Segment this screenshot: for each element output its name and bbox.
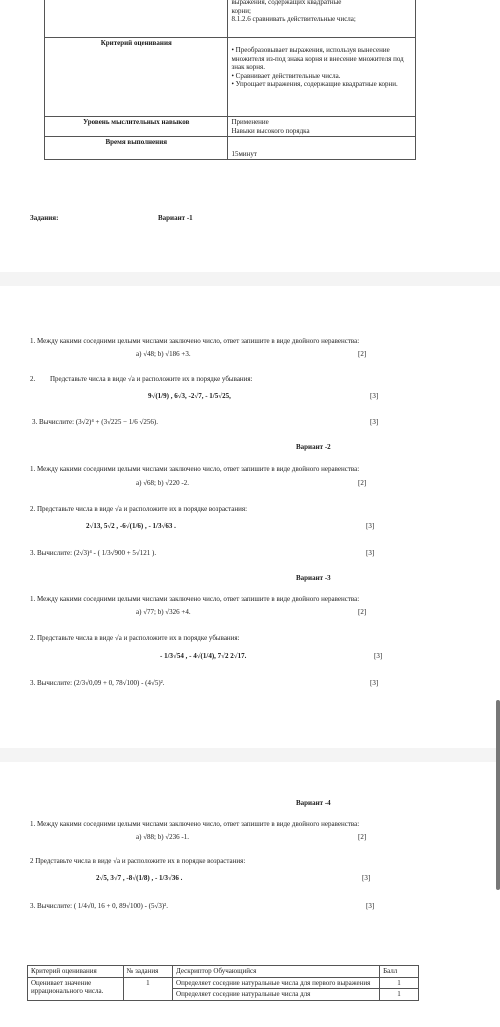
- time-label: Время выполнения: [45, 137, 228, 160]
- v1-q2-score: [3]: [370, 392, 379, 400]
- header-score: Балл: [380, 966, 419, 978]
- v3-q2-score: [3]: [374, 652, 383, 660]
- v2-q3-score: [3]: [366, 549, 375, 557]
- header-criterion: Критерий оценивания: [28, 966, 124, 978]
- v2-q1: 1. Между какими соседними целыми числами заключено число, ответ запишите в виде двойного неравенства:: [30, 465, 360, 473]
- descriptor-cell: Определяет соседние натуральные числа для: [173, 989, 380, 1001]
- v3-q3-score: [3]: [370, 679, 379, 687]
- criteria-label: Критерий оценивания: [45, 38, 228, 117]
- v2-q3: 3. Вычислите: (2√3)⁴ - ( 1/3√900 + 5√121 ).: [30, 549, 157, 557]
- header-task: № задания: [123, 966, 172, 978]
- row1-line: 8.1.2.6 сравнивать действительные числа;: [231, 15, 356, 24]
- v4-q2: 2 Представьте числа в виде √a и расположите их в порядке возрастания:: [30, 857, 246, 865]
- v1-q3-score: [3]: [370, 418, 379, 426]
- v3-q1-score: [2]: [358, 608, 367, 616]
- row1-line: выражения, содержащих квадратные: [231, 0, 342, 6]
- v1-q2-num: 2.: [30, 375, 36, 383]
- v4-q1-score: [2]: [358, 833, 367, 841]
- header-descriptor: Дескриптор Обучающийся: [173, 966, 380, 978]
- criteria-item: • Упрощает выражения, содержащие квадратные корни.: [231, 80, 398, 89]
- v1-q2: Представьте числа в виде √a и расположите их в порядке убывания:: [50, 375, 253, 383]
- variant-3-title: Вариант -3: [296, 574, 331, 582]
- level-value: Навыки высокого порядка: [231, 126, 310, 135]
- page-gap: [0, 272, 500, 286]
- tasks-heading: Задания:: [30, 214, 59, 222]
- page-2: [0, 286, 500, 748]
- page-1: [0, 0, 500, 272]
- level-value: Применение: [231, 118, 269, 126]
- score-cell: 1: [380, 977, 419, 989]
- page-3: [0, 762, 500, 1027]
- criteria-item: • Сравнивает действительные числа.: [231, 71, 341, 80]
- v1-q1-items: а) √48; b) √186 +3.: [136, 350, 191, 358]
- level-label: Уровень мыслительных навыков: [45, 117, 228, 137]
- page-gap: [0, 748, 500, 762]
- bottom-table: [27, 965, 419, 1001]
- v3-q2-items: - 1/3√54 , - 4√(1/4), 7√2 2√17.: [160, 652, 247, 660]
- v2-q2: 2. Представьте числа в виде √a и расположите их в порядке возрастания:: [30, 505, 248, 513]
- variant-1-title: Вариант -1: [158, 214, 193, 222]
- score-cell: 1: [380, 989, 419, 1001]
- v4-q2-items: 2√5, 3√7 , -8√(1/8) , - 1/3√36 .: [96, 874, 183, 882]
- v4-q1: 1. Между какими соседними целыми числами заключено число, ответ запишите в виде двойного неравенства:: [30, 820, 360, 828]
- criteria-item: • Преобразовывает выражения, используя вынесение множителя из-под знака корня и внесение множителя под знак корня.: [231, 46, 404, 72]
- v4-q1-items: а) √88; b) √236 -1.: [136, 833, 189, 841]
- top-table: [44, 0, 416, 160]
- v1-q2-items: 9√(1/9) , 6√3, -2√7, - 1/5√25,: [148, 392, 231, 400]
- v1-q1: 1. Между какими соседними целыми числами заключено число, ответ запишите в виде двойного неравенства:: [30, 337, 360, 345]
- v1-q3: 3. Вычислите: (3√2)⁴ + (3√225 − 1/6 √256).: [32, 418, 158, 426]
- v3-q1: 1. Между какими соседними целыми числами заключено число, ответ запишите в виде двойного неравенства:: [30, 595, 360, 603]
- v4-q3: 3. Вычислите: ( 1/4√0, 16 + 0, 89√100) - (5√3)².: [30, 902, 169, 910]
- variant-4-title: Вариант -4: [296, 799, 331, 807]
- descriptor-cell: Определяет соседние натуральные числа для первого выражения: [173, 977, 380, 989]
- v2-q1-items: а) √68; b) √220 -2.: [136, 479, 189, 487]
- criterion-cell: Оценивает значение иррационального числа.: [28, 977, 124, 1000]
- v3-q3: 3. Вычислите: (2/3√0,09 + 0, 78√100) - (4√5)².: [30, 679, 165, 687]
- criteria-items: [228, 38, 416, 117]
- v1-q1-score: [2]: [358, 350, 367, 358]
- v2-q2-items: 2√13, 5√2 , -6√(1/6) , - 1/3√63 .: [86, 522, 176, 530]
- v2-q1-score: [2]: [358, 479, 367, 487]
- v3-q2: 2. Представьте числа в виде √a и расположите их в порядке убывания:: [30, 634, 240, 642]
- v3-q1-items: а) √77; b) √326 +4.: [136, 608, 191, 616]
- task-cell: 1: [123, 977, 172, 1000]
- v4-q3-score: [3]: [366, 902, 375, 910]
- v4-q2-score: [3]: [362, 874, 371, 882]
- scrollbar-thumb[interactable]: [496, 700, 500, 890]
- time-value: 15минут: [231, 149, 257, 158]
- variant-2-title: Вариант -2: [296, 443, 331, 451]
- v2-q2-score: [3]: [366, 522, 375, 530]
- row1-line: корни;: [231, 6, 251, 15]
